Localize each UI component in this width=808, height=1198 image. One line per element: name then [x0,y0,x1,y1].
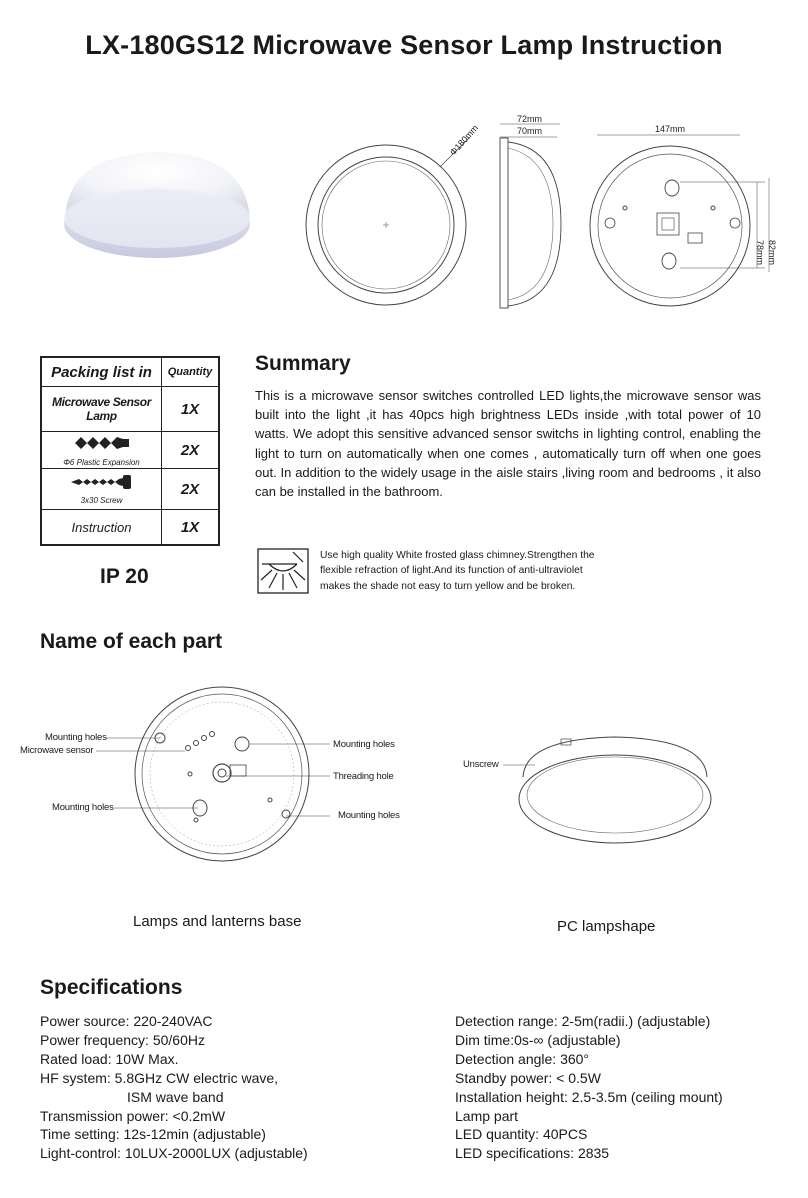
glass-note-line3: makes the shade not easy to turn yellow and be broken. [320,580,576,592]
label-microwave-sensor: Microwave sensor [20,745,94,756]
spec-item: Power source: 220-240VAC [40,1013,213,1029]
spec-list-right [455,1012,723,1163]
specifications-heading: Specifications [40,976,183,999]
glass-note-text [320,548,630,594]
caption-lamp-base: Lamps and lanterns base [133,913,302,930]
product-photo [55,148,260,263]
spec-item: Standby power: < 0.5W [455,1069,601,1086]
spec-item: ISM wave band [127,1088,224,1105]
spec-item: Time setting: 12s-12min (adjustable) [40,1126,266,1143]
front-view-drawing [300,115,485,315]
table-row [41,510,219,546]
caption-lampshade: PC lampshape [557,918,656,935]
label-mounting-holes-tl: Mounting holes [45,732,107,743]
table-row [41,432,219,469]
spec-item: Dim time:0s-∞ (adjustable) [455,1031,621,1048]
spec-item: HF system: 5.8GHz CW electric wave, [40,1069,279,1086]
label-unscrew: Unscrew [463,759,499,770]
diameter-label: Φ180mm [447,122,481,158]
summary-text: This is a microwave sensor switches controlled LED lights,the microwave sensor was built into the light ,it has 40pcs high brightness LEDs inside ,with total power of 10 watts. We adopt this sensitive advanced sensor switchs in lighting control, enabling the light to turn on automatically when one comes , automatically turn off when one goes out. In addition to the widely usage in the aisle stairs ,living room and bedrooms , it also can be installed in the bathroom. [255,388,761,500]
table-row [41,469,219,510]
spec-item: Lamp part [455,1107,519,1124]
label-mounting-holes-r2: Mounting holes [338,810,400,821]
packing-header-qty: Quantity [162,357,220,387]
spec-item: Transmission power: <0.2mW [40,1107,226,1124]
ip-rating: IP 20 [100,565,149,588]
packing-item-sub: Φ6 Plastic Expansion [63,457,140,467]
spec-item: Detection range: 2-5m(radii.) (adjustable) [455,1013,711,1029]
spec-item: LED specifications: 2835 [455,1145,610,1162]
height-outer-label: 72mm [517,114,543,124]
spec-item: Detection angle: 360° [455,1050,590,1067]
table-row [41,387,219,432]
packing-item-qty: 2X [162,432,220,469]
mount-width-label: 147mm [655,124,686,134]
label-mounting-holes-r1: Mounting holes [333,739,395,750]
spec-item: Light-control: 10LUX-2000LUX (adjustable) [40,1145,308,1162]
packing-list-table [40,356,220,546]
spec-item: Installation height: 2.5-3.5m (ceiling mount) [455,1088,723,1105]
height-inner-label: 70mm [517,126,543,136]
spec-item: Rated load: 10W Max. [40,1050,179,1067]
back-view-drawing [585,118,785,318]
summary-heading: Summary [255,352,351,375]
glass-note-line1: Use high quality White frosted glass chimney.Strengthen the [320,550,595,561]
packing-item-name: Microwave Sensor Lamp [41,387,162,432]
packing-item-name: Instruction [41,510,162,546]
packing-header-row [41,357,219,387]
lamp-light-icon [257,548,309,594]
label-threading-hole: Threading hole [333,771,394,782]
packing-item-qty: 2X [162,469,220,510]
screw-icon [67,474,137,490]
spec-item: LED quantity: 40PCS [455,1126,588,1143]
mount-h2-label: 82mm [767,240,777,266]
packing-header-item: Packing list in [41,357,162,387]
label-mounting-holes-l: Mounting holes [52,802,114,813]
glass-note-line2: flexible refraction of light.And its function of anti-ultraviolet [320,565,583,577]
packing-item-sub: 3x30 Screw [80,495,123,505]
packing-item-qty: 1X [162,387,220,432]
spec-item: Power frequency: 50/60Hz [40,1031,205,1048]
lampshade-drawing [455,725,735,865]
packing-item-qty: 1X [162,510,220,546]
mount-h1-label: 78mm [755,240,765,266]
parts-heading: Name of each part [40,630,223,653]
spec-list-left [40,1012,308,1163]
page-title: LX-180GS12 Microwave Sensor Lamp Instruction [85,30,723,60]
side-view-drawing [495,112,570,312]
plastic-expansion-icon [71,434,133,452]
